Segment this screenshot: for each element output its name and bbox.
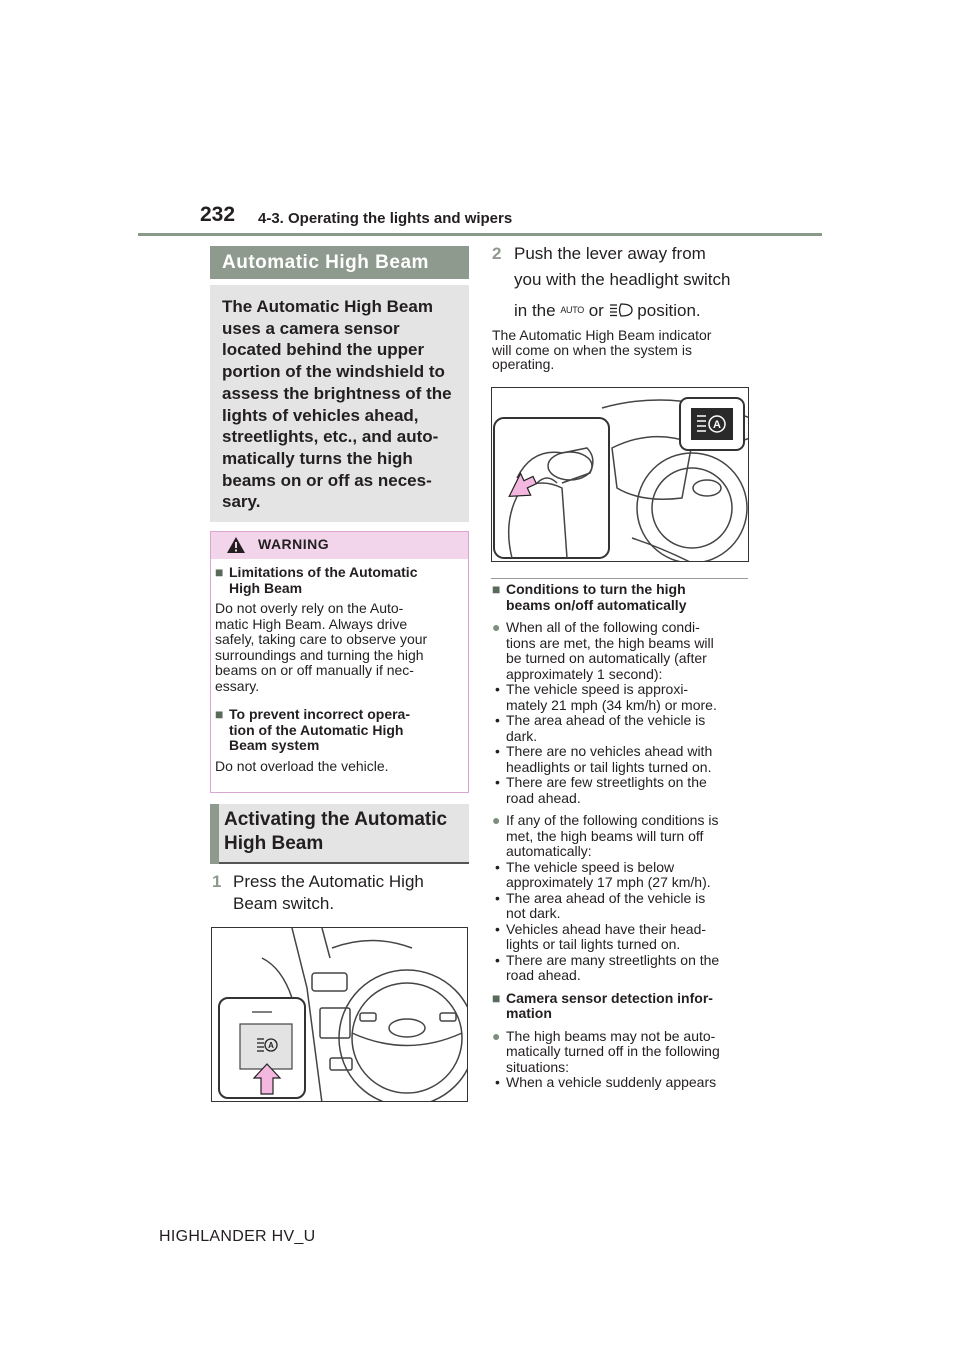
text-line: When all of the following condi- — [506, 619, 700, 635]
intro-line: The Automatic High Beam — [222, 297, 433, 316]
lever-drawing — [492, 388, 749, 562]
automatic-high-beam-title: Automatic High Beam — [210, 246, 469, 279]
step-text: in the — [514, 301, 556, 320]
text-line: be turned on automatically (after — [506, 650, 707, 666]
note-line: will come on when the system is — [492, 341, 692, 358]
text-line: met, the high beams will turn off — [506, 827, 704, 844]
text-line: dark. — [506, 727, 538, 744]
step-line: you with the headlight switch — [514, 270, 731, 289]
list-item — [492, 713, 754, 744]
intro-line: lights of vehicles ahead, — [222, 405, 419, 425]
bullet-dot: • — [495, 858, 500, 875]
dashboard-switch-drawing — [212, 928, 468, 1102]
warning-label: WARNING — [258, 536, 330, 552]
warning-header — [211, 532, 468, 559]
indicator-note — [492, 328, 752, 372]
text-line: road ahead. — [506, 789, 581, 806]
text-line: There are no vehicles ahead with — [506, 743, 713, 759]
warning-paragraph-1 — [215, 601, 465, 694]
on-conditions-intro — [492, 620, 754, 682]
text-line: The vehicle speed is below — [506, 858, 675, 875]
intro-line: matically turns the high — [222, 448, 413, 468]
text-line: not dark. — [506, 905, 561, 921]
text-line: There are many streetlights on the — [506, 951, 720, 968]
text-line: The vehicle speed is approxi- — [506, 681, 689, 697]
heading-line: Camera sensor detection infor- — [506, 989, 713, 1006]
warning-triangle-icon — [226, 536, 246, 554]
warning-heading-line: To prevent incorrect opera- — [229, 706, 411, 722]
intro-line: streetlights, etc., and auto- — [222, 427, 439, 447]
text-line: road ahead. — [506, 967, 581, 983]
list-item — [492, 744, 754, 775]
note-line: operating. — [492, 356, 555, 372]
circle-bullet-icon: ● — [492, 619, 501, 635]
off-conditions-intro — [492, 813, 754, 860]
intro-line: uses a camera sensor — [222, 318, 400, 338]
conditions-heading — [492, 582, 754, 613]
heading-line: beams on/off automatically — [506, 596, 687, 613]
text-line: There are few streetlights on the — [506, 774, 707, 790]
section-title: 4-3. Operating the lights and wipers — [258, 210, 513, 227]
activating-title-line: Activating the Automatic — [224, 809, 448, 830]
step-number: 1 — [212, 872, 222, 891]
text-line: Vehicles ahead have their head- — [506, 920, 707, 937]
circle-bullet-icon: ● — [492, 1027, 501, 1044]
warning-heading-1 — [215, 565, 465, 596]
warning-line: matic High Beam. Always drive — [215, 615, 408, 632]
bullet-dot: • — [495, 681, 500, 697]
square-bullet-icon: ■ — [492, 581, 501, 597]
text-line: matically turned off in the following — [506, 1043, 720, 1059]
list-item — [492, 953, 754, 984]
intro-line: beams on or off as neces- — [222, 470, 432, 490]
step-2 — [492, 243, 752, 322]
warning-heading-line: High Beam — [229, 579, 303, 596]
camera-heading — [492, 991, 754, 1022]
warning-line: Do not overly rely on the Auto- — [215, 600, 404, 616]
lever-illustration — [491, 387, 749, 562]
step-number: 2 — [492, 244, 502, 263]
header-rule — [138, 233, 822, 236]
conditions-section — [492, 582, 754, 1091]
headlight-icon — [609, 302, 633, 318]
section-rule — [491, 578, 748, 579]
activating-accent-bar — [210, 804, 219, 864]
step-line: Push the lever away from — [514, 244, 706, 263]
auto-icon: AUTO — [560, 305, 584, 315]
list-item — [492, 1075, 754, 1091]
warning-line: essary. — [215, 677, 260, 694]
warning-line: surroundings and turning the high — [215, 646, 424, 663]
step-line-3 — [514, 299, 752, 322]
heading-line: mation — [506, 1005, 552, 1021]
list-item — [492, 775, 754, 806]
warning-heading-line: tion of the Automatic High — [229, 721, 404, 738]
svg-text:A: A — [268, 1041, 274, 1050]
bullet-dot: • — [495, 774, 500, 790]
warning-heading-line: Beam system — [229, 737, 320, 753]
step-line: Beam switch. — [233, 894, 335, 913]
warning-heading-line: Limitations of the Automatic — [229, 564, 418, 580]
square-bullet-icon: ■ — [215, 706, 224, 722]
text-line: The high beams may not be auto- — [506, 1027, 716, 1044]
step-text: or — [588, 301, 604, 320]
square-bullet-icon: ■ — [215, 564, 224, 580]
text-line: lights or tail lights turned on. — [506, 936, 681, 952]
intro-text — [222, 296, 462, 513]
list-item — [492, 682, 754, 713]
warning-line: beams on or off manually if nec- — [215, 662, 414, 678]
bullet-dot: • — [495, 920, 500, 937]
text-line: mately 21 mph (34 km/h) or more. — [506, 696, 717, 713]
text-line: tions are met, the high beams will — [506, 634, 714, 651]
bullet-dot: • — [495, 743, 500, 759]
switch-illustration — [211, 927, 468, 1102]
text-line: The area ahead of the vehicle is — [506, 889, 706, 906]
page-number: 232 — [200, 203, 236, 226]
text-line: When a vehicle suddenly appears — [506, 1074, 717, 1090]
text-line: automatically: — [506, 843, 592, 859]
text-line: situations: — [506, 1058, 570, 1075]
warning-content — [215, 565, 465, 774]
intro-line: portion of the windshield to — [222, 362, 445, 382]
square-bullet-icon: ■ — [492, 989, 501, 1006]
text-line: headlights or tail lights turned on. — [506, 758, 712, 775]
text-line: approximately 17 mph (27 km/h). — [506, 874, 711, 890]
activating-title — [224, 808, 464, 856]
bullet-dot: • — [495, 889, 500, 906]
step-line: Press the Automatic High — [233, 872, 424, 891]
bullet-dot: • — [495, 951, 500, 968]
activating-title-line: High Beam — [224, 833, 324, 854]
step-1 — [212, 871, 462, 915]
footer-model: HIGHLANDER HV_U — [159, 1228, 316, 1245]
svg-text:A: A — [713, 419, 721, 431]
bullet-dot: • — [495, 712, 500, 728]
step-text: position. — [637, 301, 701, 320]
camera-intro — [492, 1029, 754, 1076]
warning-heading-2 — [215, 707, 465, 754]
list-item — [492, 891, 754, 922]
note-line: The Automatic High Beam indicator — [492, 327, 712, 343]
list-item — [492, 922, 754, 953]
list-item — [492, 860, 754, 891]
warning-line: safely, taking care to observe your — [215, 631, 428, 647]
bullet-dot: • — [495, 1074, 500, 1090]
heading-line: Conditions to turn the high — [506, 581, 686, 597]
circle-bullet-icon: ● — [492, 812, 501, 828]
intro-line: sary. — [222, 492, 261, 512]
intro-line: located behind the upper — [222, 340, 425, 360]
warning-paragraph-2: Do not overload the vehicle. — [215, 757, 389, 774]
intro-line: assess the brightness of the — [222, 383, 452, 403]
text-line: The area ahead of the vehicle is — [506, 712, 706, 728]
text-line: approximately 1 second): — [506, 665, 663, 682]
text-line: If any of the following conditions is — [506, 812, 719, 828]
